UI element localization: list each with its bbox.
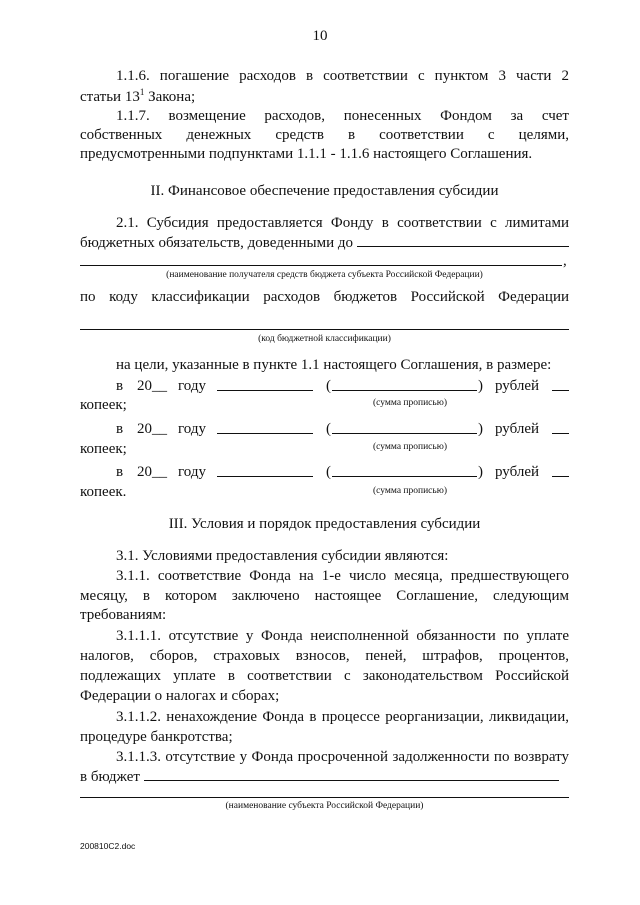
amount-blank[interactable] (217, 420, 313, 434)
open-paren: ( (326, 464, 331, 480)
page-number: 10 (312, 28, 328, 44)
clause-text: Закона; (144, 89, 196, 105)
word-v: в (116, 421, 124, 437)
year-field: 20__ (137, 464, 167, 480)
caption-sum-in-words: (сумма прописью) (373, 398, 447, 408)
word-v: в (116, 464, 124, 480)
word-kop: копеек. (80, 484, 127, 500)
clause-2-1-line-4: по коду классификации расходов бюджетов Российской Федерации (80, 289, 569, 305)
word-rub: рублей (495, 421, 540, 437)
amount-words-blank[interactable] (332, 377, 477, 391)
caption-recipient: (наименование получателя средств бюджета субъекта Российской Федерации) (166, 270, 483, 280)
caption-sum-in-words: (сумма прописью) (373, 442, 447, 452)
fill-in-line-code[interactable] (80, 329, 569, 330)
close-paren: ) (478, 464, 483, 480)
clause-2-1-line-1: 2.1. Субсидия предоставляется Фонду в соответствии с лимитами (116, 215, 569, 231)
caption-subject: (наименование субъекта Российской Федерации) (225, 801, 424, 811)
word-kop: копеек; (80, 397, 127, 413)
clause-3-1-1-1-line-2: налогов, сборов, страховых взносов, пеней, штрафов, процентов, (80, 648, 569, 664)
word-god: году (178, 378, 206, 394)
clause-3-1-1-3-line-1: 3.1.1.3. отсутствие у Фонда просроченной задолженности по возврату (116, 749, 569, 765)
amount-words-blank[interactable] (332, 420, 477, 434)
word-kop: копеек; (80, 441, 127, 457)
open-paren: ( (326, 378, 331, 394)
year-field: 20__ (137, 421, 167, 437)
word-god: году (178, 464, 206, 480)
clause-3-1-1-3-line-2 (80, 767, 559, 786)
close-paren: ) (478, 378, 483, 394)
caption-sum-in-words: (сумма прописью) (373, 486, 447, 496)
clause-3-1-1-1-line-3: подлежащих уплате в соответствии с законодательством Российской (80, 668, 569, 684)
clause-text: статьи 13 (80, 89, 140, 105)
clause-1-1-7-line-3: предусмотренными подпунктами 1.1.1 - 1.1.6 настоящего Соглашения. (80, 146, 533, 162)
year-field: 20__ (137, 378, 167, 394)
clause-text: в бюджет (80, 769, 140, 785)
clause-2-1-line-2 (80, 233, 569, 252)
clause-3-1-1-2-line-2: процедуре банкротства; (80, 729, 233, 745)
word-rub: рублей (495, 378, 540, 394)
clause-3-1: 3.1. Условиями предоставления субсидии являются: (116, 548, 449, 564)
kopecks-blank[interactable] (552, 420, 569, 434)
fill-in-line-subject[interactable] (80, 797, 569, 798)
clause-1-1-6-line-2 (80, 88, 195, 106)
word-rub: рублей (495, 464, 540, 480)
section-2-heading: II. Финансовое обеспечение предоставления субсидии (150, 183, 499, 199)
amount-blank[interactable] (217, 377, 313, 391)
caption-code: (код бюджетной классификации) (258, 334, 391, 344)
clause-3-1-1-2-line-1: 3.1.1.2. ненахождение Фонда в процессе реорганизации, ликвидации, (116, 709, 569, 725)
amount-words-blank[interactable] (332, 463, 477, 477)
clause-3-1-1-line-3: требованиям: (80, 607, 167, 623)
kopecks-blank[interactable] (552, 377, 569, 391)
clause-2-1-line-6: на цели, указанные в пункте 1.1 настоящего Соглашения, в размере: (116, 357, 552, 373)
clause-1-1-7-line-1: 1.1.7. возмещение расходов, понесенных Фондом за счет (116, 108, 569, 124)
fill-in-blank[interactable] (357, 233, 569, 247)
footer-file-code: 200810C2.doc (80, 841, 136, 851)
open-paren: ( (326, 421, 331, 437)
comma: , (563, 253, 567, 269)
close-paren: ) (478, 421, 483, 437)
fill-in-blank[interactable] (144, 767, 559, 781)
kopecks-blank[interactable] (552, 463, 569, 477)
clause-3-1-1-line-1: 3.1.1. соответствие Фонда на 1-е число месяца, предшествующего (116, 568, 569, 584)
clause-1-1-7-line-2: собственных денежных средств в соответствии с целями, (80, 127, 569, 143)
clause-3-1-1-1-line-1: 3.1.1.1. отсутствие у Фонда неисполненной обязанности по уплате (116, 628, 569, 644)
superscript: 1 (139, 87, 145, 97)
section-3-heading: III. Условия и порядок предоставления субсидии (168, 516, 481, 532)
word-god: году (178, 421, 206, 437)
word-v: в (116, 378, 124, 394)
clause-1-1-6-line-1: 1.1.6. погашение расходов в соответствии с пунктом 3 части 2 (116, 68, 569, 84)
fill-in-line-recipient[interactable] (80, 265, 562, 266)
clause-text: бюджетных обязательств, доведенными до (80, 235, 354, 251)
clause-3-1-1-line-2: месяцу, в котором заключено настоящее Соглашение, следующим (80, 588, 569, 604)
clause-3-1-1-1-line-4: Федерации о налогах и сборах; (80, 688, 280, 704)
amount-blank[interactable] (217, 463, 313, 477)
